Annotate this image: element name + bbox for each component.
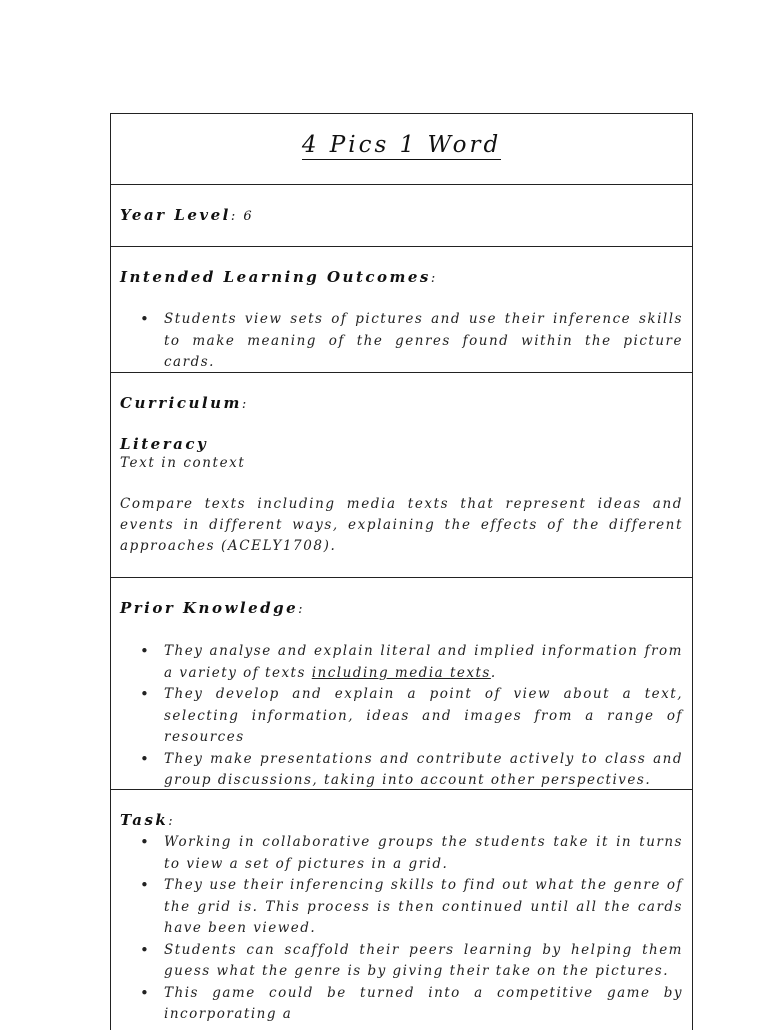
task-list xyxy=(120,832,683,1026)
page-title xyxy=(111,132,692,158)
list-item: • They analyse and explain literal and implied information from a variety of texts including media texts. xyxy=(120,641,683,684)
list-item: • They make presentations and contribute actively to class and group discussions, taking into account other perspectives. xyxy=(120,749,683,792)
curriculum-heading: Curriculum: xyxy=(120,394,249,412)
prior-knowledge-label: Prior Knowledge xyxy=(120,599,299,617)
lesson-plan-table xyxy=(110,113,693,1030)
list-item: • They develop and explain a point of view about a text, selecting information, ideas and images from a range of resources xyxy=(120,684,683,749)
prior-knowledge-heading: Prior Knowledge: xyxy=(120,599,305,617)
list-item: • Students view sets of pictures and use their inference skills to make meaning of the genres found within the picture cards. xyxy=(120,309,683,374)
curriculum-strand: Text in context xyxy=(120,455,246,471)
list-item: • Working in collaborative groups the students take it in turns to view a set of pictures in a grid. xyxy=(120,832,683,875)
year-level-value: 6 xyxy=(243,209,254,224)
list-item: • They use their inferencing skills to find out what the genre of the grid is. This process is then continued until all the cards have been viewed. xyxy=(120,875,683,940)
intended-learning-outcomes-row xyxy=(111,247,692,373)
curriculum-label: Curriculum xyxy=(120,394,242,412)
ilo-list xyxy=(120,309,683,374)
prior-knowledge-row xyxy=(111,578,692,790)
underlined-phrase: including media texts xyxy=(311,664,491,681)
year-level-line xyxy=(120,205,254,224)
ilo-label: Intended Learning Outcomes xyxy=(120,268,431,286)
year-level-colon: : xyxy=(230,209,244,224)
title-text: 4 Pics 1 Word xyxy=(301,132,502,158)
curriculum-subject xyxy=(120,434,208,453)
task-label: Task xyxy=(120,811,169,829)
title-row xyxy=(111,114,692,185)
curriculum-subject-text: Literacy xyxy=(120,435,209,453)
curriculum-row xyxy=(111,373,692,578)
prior-knowledge-list xyxy=(120,641,683,792)
year-level-row xyxy=(111,185,692,247)
task-row xyxy=(111,790,692,1030)
ilo-heading: Intended Learning Outcomes: xyxy=(120,268,438,286)
year-level-label: Year Level xyxy=(120,206,231,224)
list-item: • Students can scaffold their peers learning by helping them guess what the genre is by giving their take on the pictures. xyxy=(120,940,683,983)
curriculum-description: Compare texts including media texts that represent ideas and events in different ways, explaining the effects of the different approaches (ACELY1708). xyxy=(120,496,683,554)
task-heading: Task: xyxy=(120,811,175,829)
list-item: • This game could be turned into a competitive game by incorporating a xyxy=(120,983,683,1026)
